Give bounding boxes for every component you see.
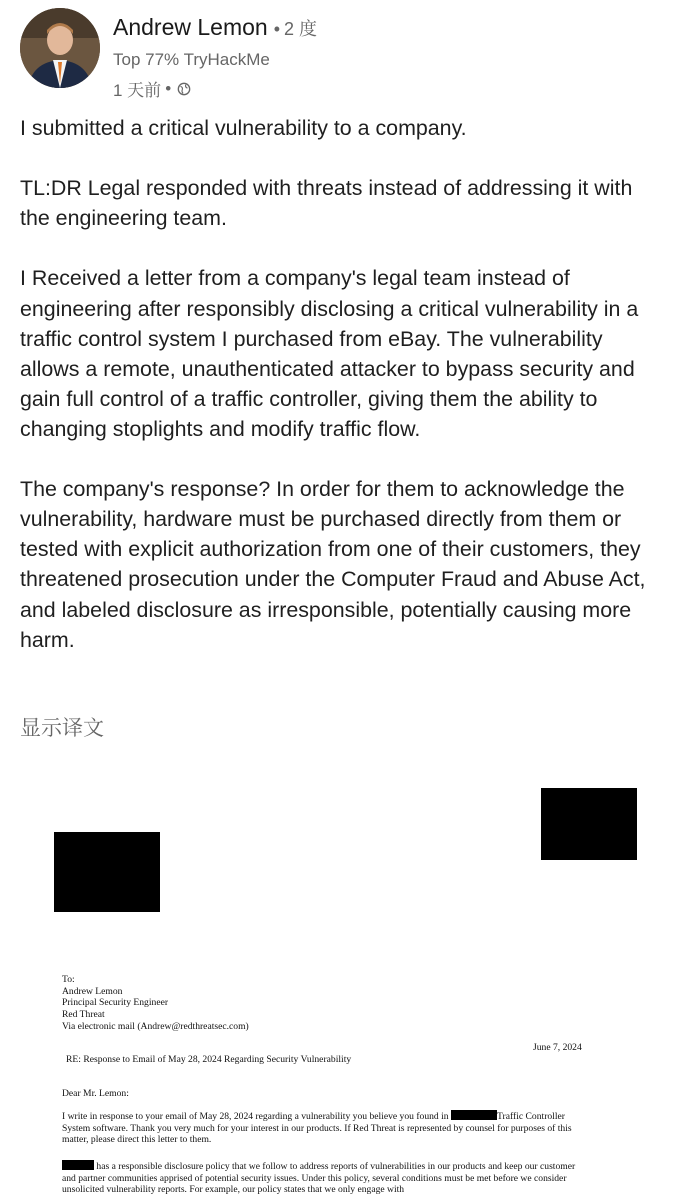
letter-date: June 7, 2024 — [533, 1042, 582, 1053]
letter-recipient — [62, 974, 582, 1033]
show-translation-button[interactable]: 显示译文 — [20, 717, 104, 740]
letter-text: Controller System software. Thank you very much for your interest in our products. If Red Threat is represented by counsel for purposes of this matter, please direct this letter to them. — [62, 1111, 572, 1146]
letter-to-line: Via electronic mail (Andrew@redthreatsec.com) — [62, 1020, 249, 1032]
letter-paragraph — [62, 1160, 582, 1196]
letter-to-line: Andrew Lemon — [62, 985, 123, 997]
post-paragraph: TL:DR Legal responded with threats instead of addressing it with the engineering team. — [20, 176, 633, 231]
post-paragraph: I Received a letter from a company's legal team instead of engineering after responsibly disclosing a critical vulnerability in a traffic control system I purchased from eBay. The vulnerability allows a remote, unauthenticated attacker to bypass security and gain full control of a traffic controller, giving them the ability to changing stoplights and modify traffic flow. — [20, 266, 639, 441]
post-body — [20, 113, 660, 685]
author-name[interactable]: Andrew Lemon — [113, 14, 268, 40]
letter-to-line: To: — [62, 974, 75, 985]
time-separator: • — [165, 78, 172, 98]
redacted-company-name — [451, 1110, 497, 1120]
letter-text: has a responsible disclosure policy that we follow to address reports of vulnerabilities in our products and keep our customer and partner communities apprised of potential security issues. Under this policy, several conditions must be met before we consider unsolicited vulnerability reports. For example, our policy states that we only engage with — [62, 1161, 576, 1196]
letter-to-line: Red Threat — [62, 1009, 105, 1021]
post-meta — [113, 76, 191, 101]
avatar[interactable] — [20, 8, 100, 88]
letter-text: I write in response to your email of May 28, 2024 regarding a vulnerability you believe you found in — [62, 1111, 449, 1122]
post-header — [0, 0, 675, 110]
post-paragraph: The company's response? In order for them to acknowledge the vulnerability, hardware must be purchased directly from them or tested with explicit authorization from one of their customers, they threatened prosecution under the Computer Fraud and Abuse Act, and labeled disclosure as irresponsible, potentially causing more harm. — [20, 477, 646, 652]
post-time: 1 天前 — [113, 81, 162, 100]
redacted-logo — [54, 832, 160, 912]
letter-subject: RE: Response to Email of May 28, 2024 Regarding Security Vulnerability — [66, 1054, 352, 1065]
degree-label: 2 度 — [284, 19, 318, 39]
redacted-company-name — [62, 1160, 94, 1170]
letter-paragraph — [62, 1110, 582, 1146]
redacted-logo-right — [541, 788, 637, 860]
globe-icon — [177, 82, 191, 96]
letter-to-line: Principal Security Engineer — [62, 997, 169, 1009]
degree-separator: • — [273, 19, 281, 39]
connection-degree — [274, 15, 317, 41]
avatar-photo — [20, 8, 100, 88]
letter-salutation: Dear Mr. Lemon: — [62, 1088, 129, 1099]
letter-text: Traffic — [497, 1111, 524, 1122]
post-paragraph: I submitted a critical vulnerability to a company. — [20, 116, 467, 140]
author-headline: Top 77% TryHackMe — [113, 50, 270, 69]
attached-letter-image[interactable] — [0, 760, 675, 1200]
